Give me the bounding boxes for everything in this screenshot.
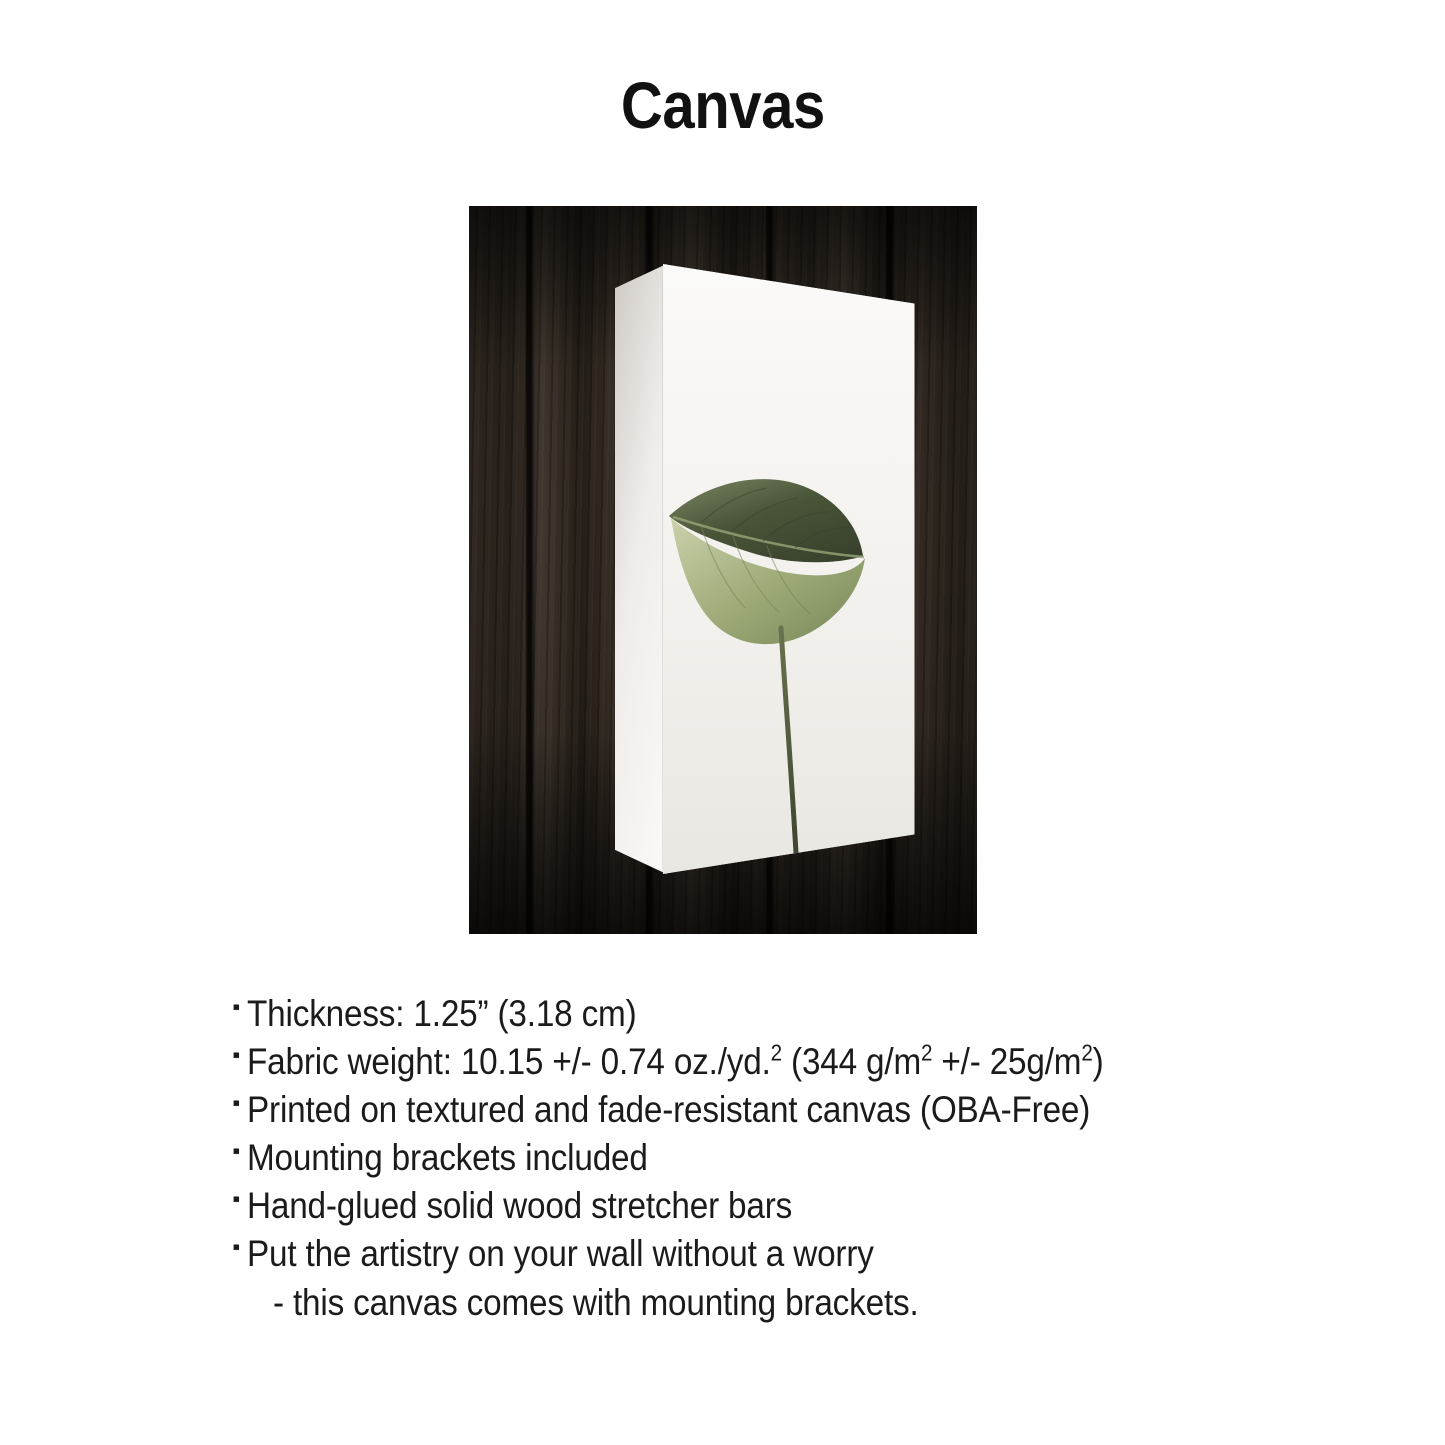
- bullet-icon: ▪: [232, 1186, 241, 1212]
- spec-list: [233, 990, 1213, 1327]
- bullet-icon: ▪: [232, 1138, 241, 1164]
- spec-item-mounting-brackets: [233, 1134, 1213, 1182]
- spec-item-printed-on: [233, 1086, 1213, 1134]
- spec-item-thickness: [233, 990, 1213, 1038]
- bullet-icon: ▪: [232, 1234, 241, 1260]
- leaf-artwork: [663, 264, 915, 874]
- spec-item-artistry: [233, 1230, 1213, 1278]
- spec-item-stretcher-bars: [233, 1182, 1213, 1230]
- spec-item-label: Mounting brackets included: [247, 1137, 648, 1179]
- spec-item-continuation-label: - this canvas comes with mounting brackets.: [272, 1281, 919, 1323]
- canvas-front-face: [663, 264, 915, 874]
- bullet-icon: ▪: [232, 1042, 241, 1068]
- spec-item-fabric-weight: [233, 1038, 1213, 1086]
- canvas-print: [615, 264, 915, 874]
- canvas-edge-wrap: [615, 264, 667, 874]
- bullet-icon: ▪: [232, 1090, 241, 1116]
- spec-item-label: Thickness: 1.25” (3.18 cm): [247, 993, 637, 1034]
- spec-item-label: Put the artistry on your wall without a worry: [247, 1233, 874, 1275]
- product-image: [469, 206, 977, 934]
- spec-item-artistry-continuation: [233, 1279, 1213, 1327]
- bullet-icon: ▪: [232, 994, 241, 1019]
- spec-item-label: Printed on textured and fade-resistant canvas (OBA-Free): [247, 1089, 1091, 1131]
- page-title: Canvas: [620, 68, 825, 142]
- spec-item-label: Fabric weight: 10.15 +/- 0.74 oz./yd.$^2$ (344 $g/m^2$ +/- $25g/m^2$): [247, 1039, 1104, 1083]
- spec-item-label: Hand-glued solid wood stretcher bars: [247, 1185, 793, 1227]
